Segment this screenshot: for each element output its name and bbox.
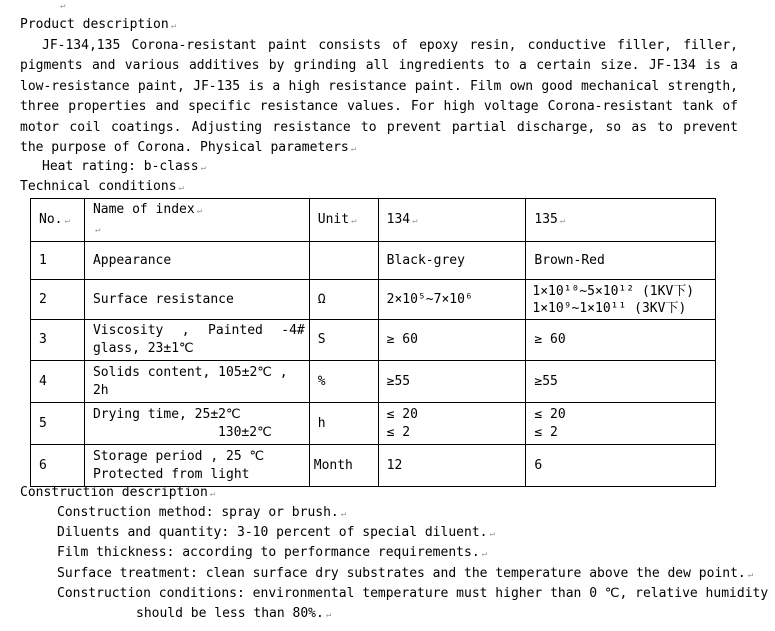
cell-unit: S xyxy=(309,320,378,361)
construction-item: Film thickness: according to performance requirements. ↵ xyxy=(57,545,488,560)
header-135: 135 ↵ xyxy=(526,199,716,242)
cell-no: 1 xyxy=(31,242,85,280)
cell-name: Storage period , 25 ℃ Protected from light xyxy=(84,445,309,487)
cell-name: Appearance xyxy=(84,242,309,280)
cell-no: 6 xyxy=(31,445,85,487)
construction-item: Diluents and quantity: 3-10 percent of special diluent. ↵ xyxy=(57,525,495,540)
technical-table xyxy=(30,198,716,487)
table-row xyxy=(31,445,716,487)
cell-name: Surface resistance xyxy=(84,280,309,320)
construction-item: Construction conditions: environmental temperature must higher than 0 ℃, relative humidity xyxy=(57,586,769,601)
cell-135: ≤ 20 ≤ 2 xyxy=(526,403,716,445)
cell-no: 3 xyxy=(31,320,85,361)
header-no: No. ↵ xyxy=(31,199,85,242)
header-134: 134 ↵ xyxy=(378,199,526,242)
construction-item: should be less than 80%. ↵ xyxy=(136,606,332,621)
cell-name: Drying time, 25±2℃ 130±2℃ xyxy=(84,403,309,445)
cell-no: 2 xyxy=(31,280,85,320)
cell-unit: h xyxy=(309,403,378,445)
cell-134: 2×10⁵~7×10⁶ xyxy=(378,280,526,320)
header-unit: Unit ↵ xyxy=(309,199,378,242)
heat-rating: Heat rating: b-class ↵ xyxy=(42,159,206,174)
construction-item: Construction method: spray or brush. ↵ xyxy=(57,505,347,520)
cell-135: 1×10¹⁰~5×10¹² (1KV下) 1×10⁹~1×10¹¹ (3KV下) xyxy=(526,280,716,320)
table-row xyxy=(31,242,716,280)
cell-no: 5 xyxy=(31,403,85,445)
table-row xyxy=(31,280,716,320)
product-paragraph: JF-134,135 Corona-resistant paint consists of epoxy resin, conductive filler, filler, pigments and various additives by grinding all ingredients to a certain size. JF-134 is a low-resistance paint, JF-135 is a high resistance paint. Film own good mechanical strength, three properties and specific resistance values. For high voltage Corona-resistant tank of motor coil coatings. Adjusting resistance to prevent partial discharge, so as to prevent the purpose of Corona. Physical parameters ↵ xyxy=(20,38,738,156)
table-row xyxy=(31,361,716,403)
cell-name: Viscosity , Painted -4# glass, 23±1℃ xyxy=(84,320,309,361)
cell-134: ≥ 60 xyxy=(378,320,526,361)
table-row xyxy=(31,403,716,445)
cell-135: 6 xyxy=(526,445,716,487)
cell-134: Black-grey xyxy=(378,242,526,280)
cell-134: 12 xyxy=(378,445,526,487)
header-name: Name of index ↵ ↵ xyxy=(84,199,309,242)
technical-heading: Technical conditions ↵ xyxy=(20,179,184,194)
cell-no: 4 xyxy=(31,361,85,403)
table-row xyxy=(31,320,716,361)
table-header-row xyxy=(31,199,716,242)
cell-name: Solids content, 105±2℃ , 2h xyxy=(84,361,309,403)
construction-item: Surface treatment: clean surface dry substrates and the temperature above the dew point. ↵ xyxy=(57,566,754,581)
cell-unit xyxy=(309,242,378,280)
cell-unit: Ω xyxy=(309,280,378,320)
product-heading: Product description ↵ xyxy=(20,17,177,32)
construction-heading: Construction description ↵ xyxy=(20,485,216,500)
cell-134: ≥55 xyxy=(378,361,526,403)
cell-135: ≥ 60 xyxy=(526,320,716,361)
cell-unit: % xyxy=(309,361,378,403)
cell-135: ≥55 xyxy=(526,361,716,403)
top-mark: ↵ xyxy=(60,1,66,11)
cell-134: ≤ 20 ≤ 2 xyxy=(378,403,526,445)
cell-135: Brown-Red xyxy=(526,242,716,280)
cell-unit: Month xyxy=(309,445,378,487)
